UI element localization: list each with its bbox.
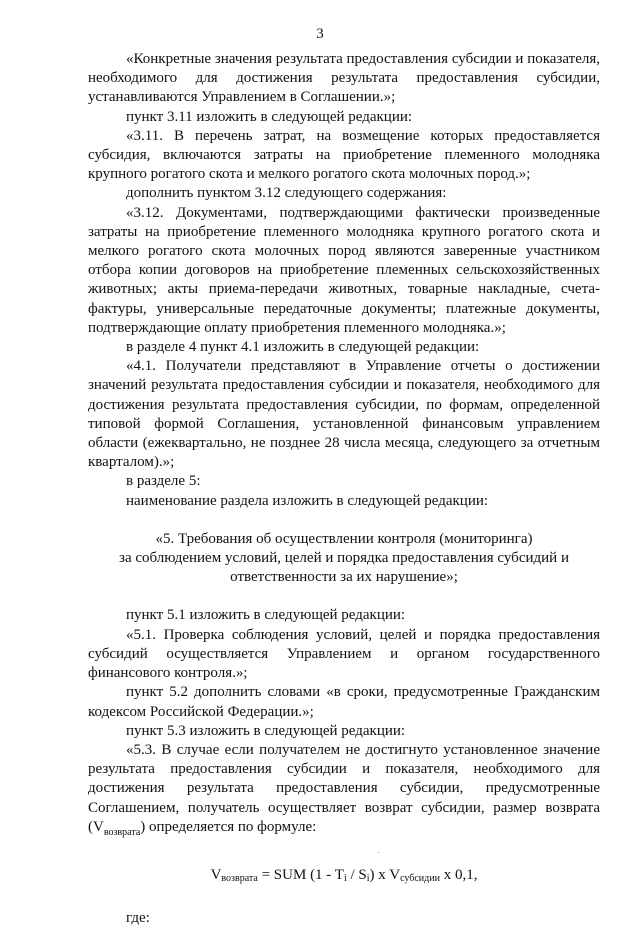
paragraph-point-3-11-heading: пункт 3.11 изложить в следующей редакции: <box>126 108 413 125</box>
where-label: где: <box>126 910 150 927</box>
paragraph-point-5-3-heading: пункт 5.3 изложить в следующей редакции: <box>126 722 406 739</box>
scan-speck <box>378 852 379 853</box>
formula-s-sub: i <box>366 872 370 884</box>
page-number: 3 <box>316 26 324 42</box>
formula-sum: = SUM (1 - T <box>257 866 344 883</box>
paragraph-point-5-3 <box>88 741 600 842</box>
paragraph-point-5-1-heading: пункт 5.1 изложить в следующей редакции: <box>126 607 406 624</box>
formula-slash-s: / S <box>346 866 367 883</box>
document-body <box>88 50 600 928</box>
paragraph-point-5-1: «5.1. Проверка соблюдения условий, целей и порядка предоставления субсидий осуществляется Управлением и органом государственного финансового контроля.»; <box>88 626 600 682</box>
formula-v2-sub: субсидии <box>400 872 440 884</box>
formula-v: V <box>210 866 222 883</box>
paragraph-point-5-2: пункт 5.2 дополнить словами «в сроки, предусмотренные Гражданским кодексом Российской Федерации.»; <box>88 684 600 720</box>
formula-tail: x 0,1, <box>439 866 478 883</box>
paragraph-point-3-12-heading: дополнить пунктом 3.12 следующего содержания: <box>126 185 447 202</box>
paragraph-point-3-12: «3.12. Документами, подтверждающими фактически произведенные затраты на приобретение племенного молодняка крупного рогатого скота и мелкого рогатого скота молочных пород являются заверенные участником отбора копии договоров на приобретение племенных сельскохозяйственных животных; акты приема-передачи животных, товарные накладные, счета-фактуры, универсальные передаточные документы; платежные документы, подтверждающие оплату приобретения племенного молодняка.»; <box>88 204 600 336</box>
section-title-line-1: «5. Требования об осуществлении контроля (мониторинга) <box>155 530 533 547</box>
section-5-title <box>88 530 600 588</box>
paragraph-section-5-name-heading: наименование раздела изложить в следующей редакции: <box>126 492 489 509</box>
paragraph-result-values: «Конкретные значения результата предоставления субсидии и показателя, необходимого для достижения результата предоставления субсидии, устанавливаются Управлением в Соглашении.»; <box>88 51 600 106</box>
p14-text-2: ) определяется по формуле: <box>140 818 317 835</box>
formula-times-v: ) x V <box>369 866 401 883</box>
paragraph-point-4-1-heading: в разделе 4 пункт 4.1 изложить в следующей редакции: <box>126 339 480 356</box>
section-title-line-2: за соблюдением условий, целей и порядка предоставления субсидий и <box>119 550 569 567</box>
paragraph-point-3-11: «3.11. В перечень затрат, на возмещение которых предоставляется субсидия, включаются затраты на приобретение племенного молодняка крупного рогатого скота и мелкого рогатого скота молочных пород.»; <box>88 127 600 183</box>
refund-formula <box>88 866 600 885</box>
paragraph-section-5: в разделе 5: <box>126 473 201 490</box>
formula-t-sub: i <box>343 872 347 884</box>
formula-v-sub: возврата <box>221 872 258 884</box>
paragraph-point-4-1: «4.1. Получатели представляют в Управление отчеты о достижении значений результата предоставления субсидии и показателя, необходимого для достижения результата предоставления субсидии, по формам, определенной типовой формой Соглашения, установленной финансовым управлением области (ежеквартально, не позднее 28 числа месяца, следующего за отчетным кварталом).»; <box>88 358 600 471</box>
p14-subscript: возврата <box>103 826 141 838</box>
section-title-line-3: ответственности за их нарушение»; <box>230 569 458 586</box>
p14-text-1: «5.3. В случае если получателем не достигнуто установленное значение результата предоставления субсидии и показателя, необходимого для достижения результата предоставления субсидии, предусмотренные Соглашением, получатель осуществляет возврат субсидии, размер возврата (V <box>88 741 600 835</box>
